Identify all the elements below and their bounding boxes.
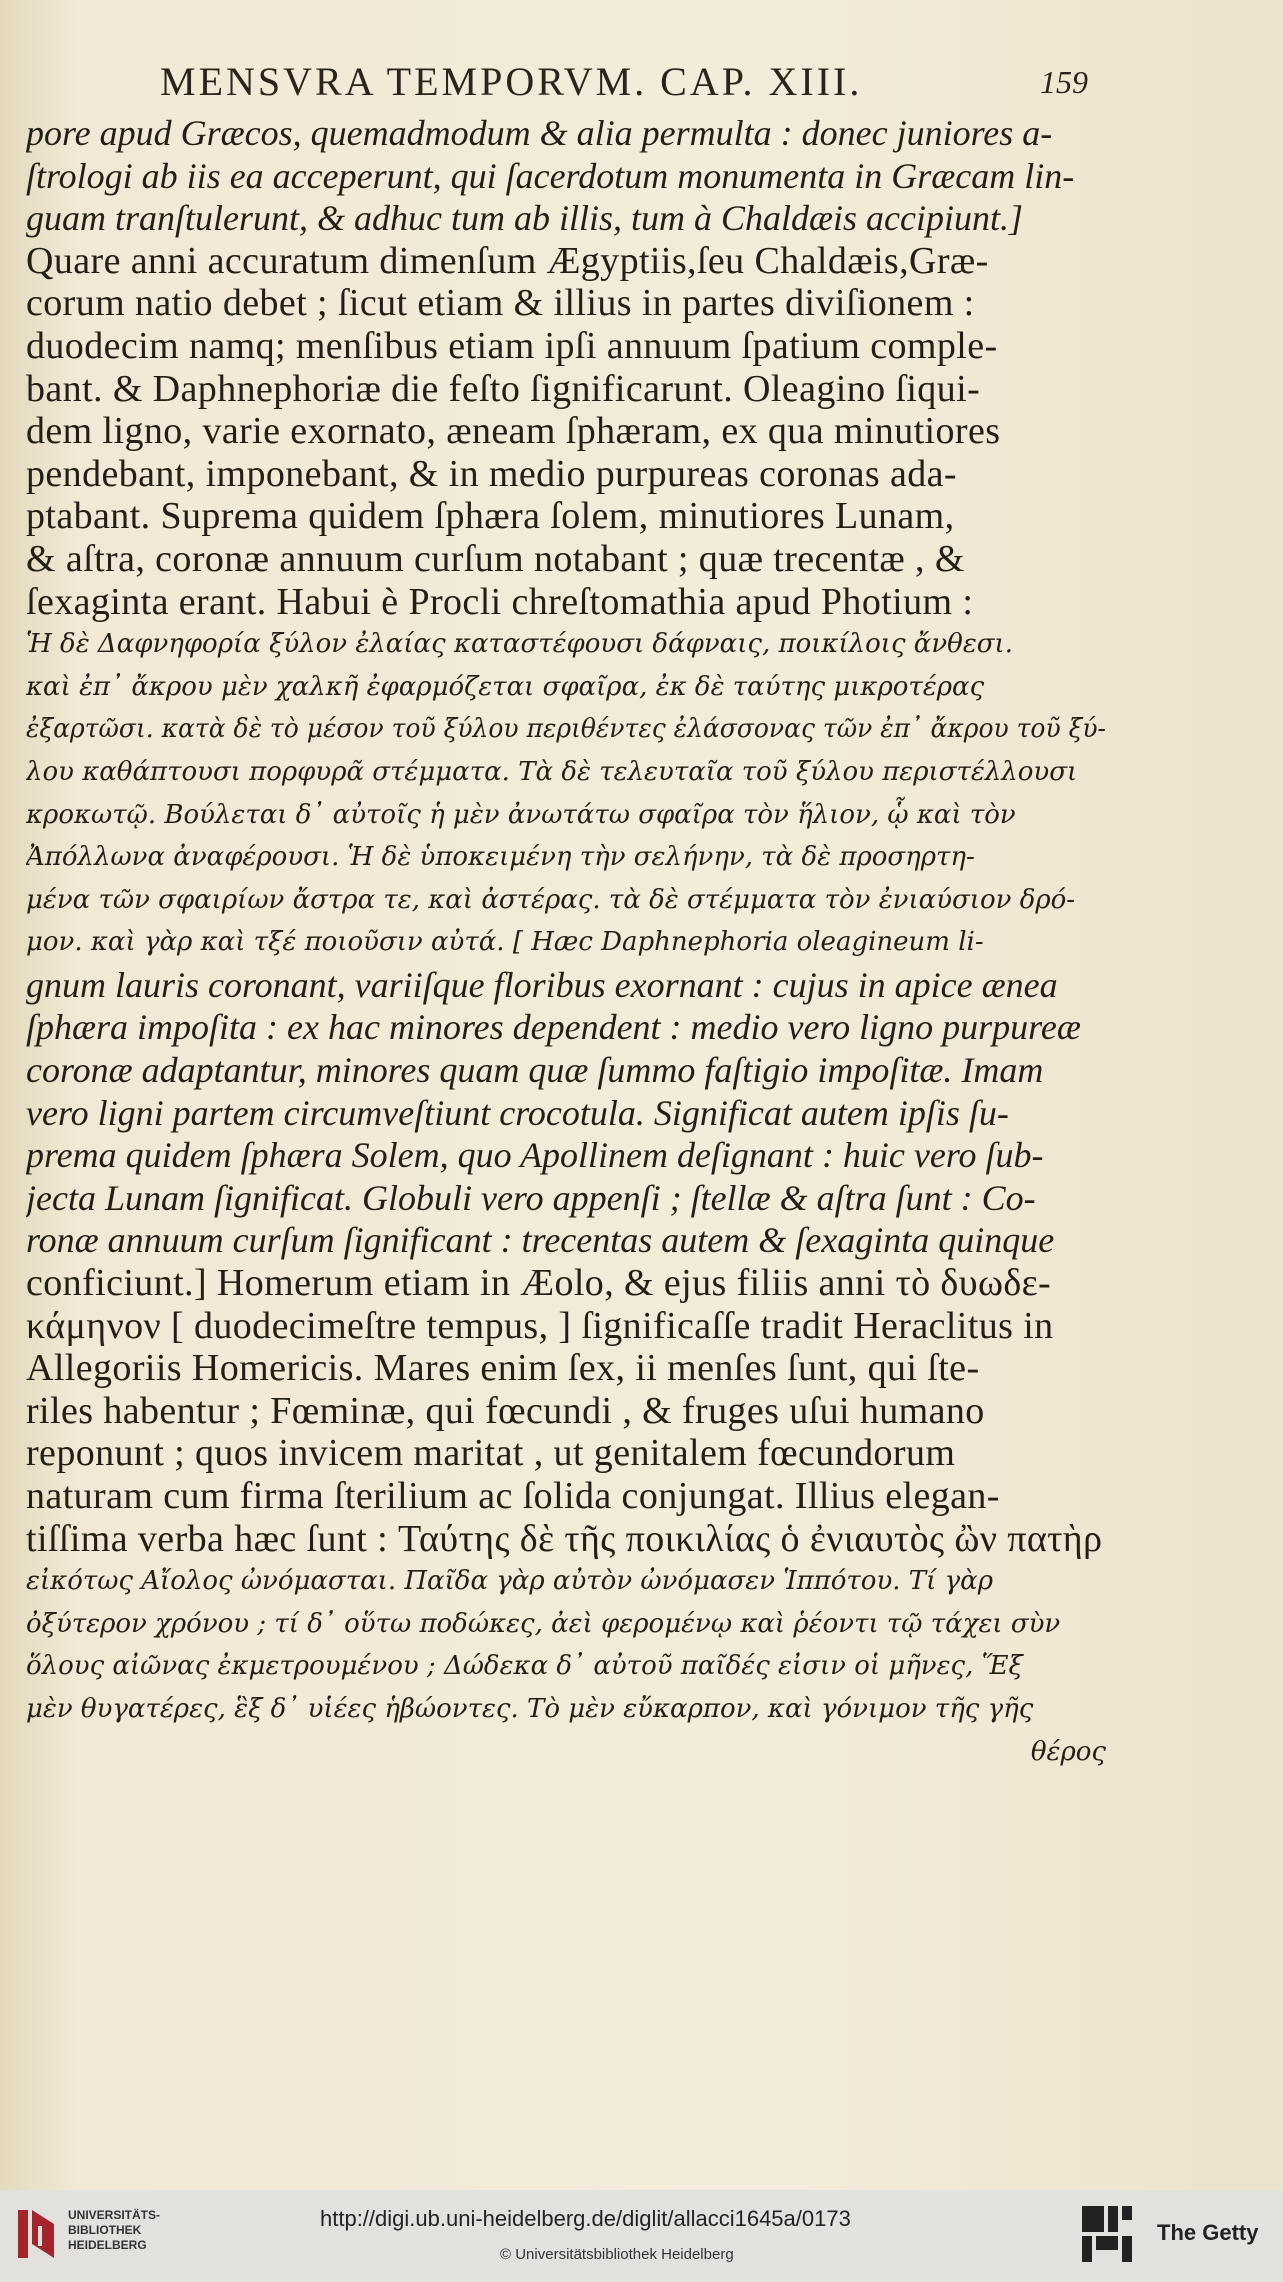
text-line: ſtrologi ab iis ea acceperunt, qui ſacerdotum monumenta in Græcam lin- <box>26 155 1075 196</box>
text-line: Quare anni accuratum dimenſum Ægyptiis,ſeu Chaldæis,Græ- <box>26 239 989 282</box>
text-line: ſexaginta erant. Habui è Procli chreſtomathia apud Photium : <box>26 580 974 623</box>
library-name-line: HEIDELBERG <box>68 2238 147 2252</box>
university-library-logo-icon <box>14 2204 60 2264</box>
text-line: naturam cum firma ſterilium ac ſolida conjungat. Illius elegan- <box>26 1475 1000 1517</box>
text-line: Ἀπόλλωνα ἀναφέρουσι. Ἡ δὲ ὑποκειμένη τὴν σελήνην, τὰ δὲ προσηρτη- <box>26 842 975 873</box>
text-line: pendebant, imponebant, & in medio purpureas coronas ada- <box>26 452 957 495</box>
copyright-notice: © Universitätsbibliothek Heidelberg <box>500 2246 734 2263</box>
text-line: gnum lauris coronant, variiſque floribus exornant : cujus in apice ænea <box>26 964 1058 1005</box>
text-line: dem ligno, varie exornato, æneam ſphæram, ex qua minutiores <box>26 410 1001 453</box>
text-line: vero ligni partem circumveſtiunt crocotula. Significat autem ipſis ſu- <box>26 1092 1009 1133</box>
text-line: guam tranſtulerunt, & adhuc tum ab illis, tum à Chaldæis accipiunt.] <box>26 198 1024 239</box>
page-number: 159 <box>1040 64 1088 100</box>
text-line: conficiunt.] Homerum etiam in Æolo, & ejus filiis anni τὸ δυωδε- <box>26 1262 1052 1305</box>
text-line: μὲν θυγατέρες, ἓξ δ᾽ υἱέες ἡβώοντες. Τὸ μὲν εὔκαρπον, καὶ γόνιμον τῆς γῆς <box>26 1693 1034 1724</box>
permalink[interactable]: http://digi.ub.uni-heidelberg.de/diglit/allacci1645a/0173 <box>320 2206 851 2231</box>
text-line: ptabant. Suprema quidem ſphæra ſolem, minutiores Lunam, <box>26 495 955 538</box>
text-line: κάμηνον [ duodecimeſtre tempus, ] ſignificaſſe tradit Heraclitus in <box>26 1304 1054 1347</box>
text-line: ſphæra impoſita : ex hac minores dependent : medio vero ligno purpureæ <box>26 1007 1081 1048</box>
text-line: tiſſima verba hæc ſunt : Ταύτης δὲ τῆς ποικιλίας ὁ ἐνιαυτὸς ὢν πατὴρ <box>26 1517 1103 1560</box>
library-name-line: BIBLIOTHEK <box>68 2223 142 2237</box>
text-line: jecta Lunam ſignificat. Globuli vero appenſi ; ſtellæ & aſtra ſunt : Co- <box>26 1177 1036 1218</box>
text-line: λου καθάπτουσι πορφυρᾶ στέμματα. Τὰ δὲ τελευταῖα τοῦ ξύλου περιστέλλουσι <box>26 756 1078 787</box>
text-line: ἐξαρτῶσι. κατὰ δὲ τὸ μέσον τοῦ ξύλου περιθέντες ἐλάσσονας τῶν ἐπ᾽ ἄκρου τοῦ ξύ- <box>26 714 1106 745</box>
running-title: MENSVRA TEMPORVM. CAP. XIII. <box>160 59 863 104</box>
text-line: Ἡ δὲ Δαφνηφορία ξύλον ἐλαίας καταστέφουσι δάφναις, ποικίλοις ἄνθεσι. <box>26 629 1013 660</box>
text-line: θέρος <box>1030 1736 1106 1767</box>
text-line: duodecim namq; menſibus etiam ipſi annuum ſpatium comple- <box>26 324 998 367</box>
text-line: καὶ ἐπ᾽ ἄκρου μὲν χαλκῆ ἐφαρμόζεται σφαῖρα, ἐκ δὲ ταύτης μικροτέρας <box>26 671 985 702</box>
library-name-line: UNIVERSITÄTS- <box>68 2208 161 2222</box>
text-line: ὀξύτερον χρόνου ; τί δ᾽ οὕτω ποδώκες, ἀεὶ φερομένῳ καὶ ῥέοντι τῷ τάχει σὺν <box>26 1608 1061 1639</box>
text-line: ronæ annuum curſum ſignificant : trecentas autem & ſexaginta quinque <box>26 1220 1055 1261</box>
text-line: Allegoriis Homericis. Mares enim ſex, ii menſes ſunt, qui ſte- <box>26 1347 980 1390</box>
viewer-footer <box>0 2190 1283 2282</box>
text-line: reponunt ; quos invicem maritat , ut genitalem fœcundorum <box>26 1432 956 1475</box>
body-text <box>26 112 1106 1773</box>
getty-logo-icon <box>1080 2202 1134 2266</box>
text-line: riles habentur ; Fœminæ, qui fœcundi , & fruges uſui humano <box>26 1389 985 1432</box>
text-line: coronæ adaptantur, minores quam quæ ſummo faſtigio impoſitæ. Imam <box>26 1050 1044 1091</box>
text-line: κροκωτῷ. Βούλεται δ᾽ αὐτοῖς ἡ μὲν ἀνωτάτω σφαῖρα τὸν ἥλιον, ᾧ καὶ τὸν <box>26 799 1016 830</box>
text-line: μον. καὶ γὰρ καὶ τξέ ποιοῦσιν αὐτά. [ Hæc Daphnephoria oleagineum li- <box>26 927 984 958</box>
text-line: ὅλους αἰῶνας ἐκμετρουμένου ; Δώδεκα δ᾽ αὐτοῦ παῖδές εἰσιν οἱ μῆνες, Ἕξ <box>26 1651 1023 1682</box>
partner-name: The Getty <box>1157 2220 1259 2245</box>
text-line: corum natio debet ; ſicut etiam & illius in partes diviſionem : <box>26 282 975 325</box>
text-line: μένα τῶν σφαιρίων ἄστρα τε, καὶ ἀστέρας. τὰ δὲ στέμματα τὸν ἐνιαύσιον δρό- <box>26 884 1076 915</box>
text-line: pore apud Græcos, quemadmodum & alia permulta : donec juniores a- <box>26 113 1053 153</box>
text-line: prema quidem ſphæra Solem, quo Apollinem deſignant : huic vero ſub- <box>26 1135 1044 1176</box>
text-line: εἰκότως Αἴολος ὠνόμασται. Παῖδα γὰρ αὐτὸν ὠνόμασεν Ἱππότου. Τί γὰρ <box>26 1566 993 1597</box>
library-name <box>68 2208 160 2253</box>
text-line: & aſtra, coronæ annuum curſum notabant ; quæ trecentæ , & <box>26 537 965 580</box>
text-line: bant. & Daphnephoriæ die feſto ſignificarunt. Oleagino ſiqui- <box>26 367 981 410</box>
